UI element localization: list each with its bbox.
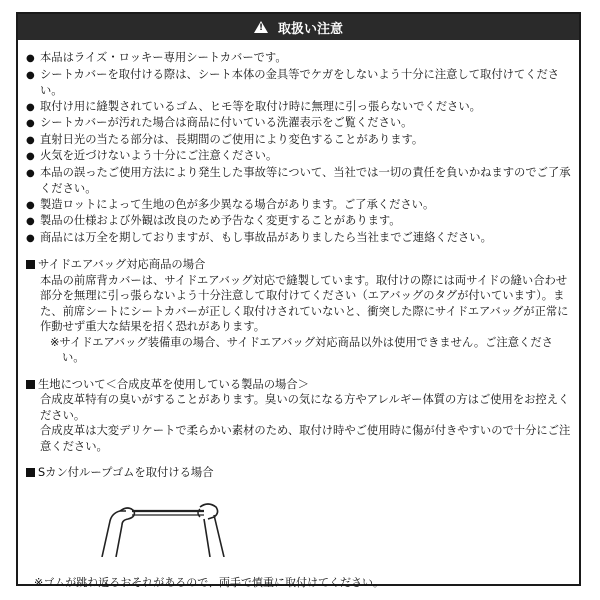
warning-triangle-icon: [254, 21, 268, 33]
hook-illustration: [26, 487, 571, 561]
bullet-list: [26, 50, 571, 246]
bullet-item: ● 火気を近づけないよう十分にご注意ください。: [26, 148, 571, 165]
footer-note: ※ゴムが跳ね返るおそれがあるので、両手で慎重に取付けてください。: [34, 575, 384, 589]
bullet-item: ● 本品の誤ったご使用方法により発生した事故等について、当社では一切の責任を負いかねますのでご了承ください。: [26, 165, 571, 197]
caution-header: [18, 14, 579, 40]
caution-content: [26, 50, 571, 590]
bullet-item: ● 商品には万全を期しておりますが、もし事故品がありましたら当社までご連絡ください。: [26, 230, 571, 247]
bullet-item: ● シートカバーが汚れた場合は商品に付いている洗濯表示をご覧ください。: [26, 115, 571, 132]
bullet-item: ● 直射日光の当たる部分は、長期間のご使用により変色することがあります。: [26, 132, 571, 149]
bullet-item: ● 製造ロットによって生地の色が多少異なる場合があります。ご了承ください。: [26, 197, 571, 214]
hook-section: [26, 465, 571, 561]
airbag-section: [26, 257, 571, 366]
leather-body-2: 合成皮革は大変デリケートで柔らかい素材のため、取付け時やご使用時に傷が付きやすいので十分にご注意ください。: [40, 424, 571, 453]
airbag-body: 本品の前席背カバーは、サイドエアバッグ対応で縫製しています。取付けの際には両サイドの縫い合わせ部分を無理に引っ張らないよう十分注意して取付けてください（エアバッグのタグが付いています）。また、前席シートにシートカバーが正しく取付けされていないと、衝突した際にサイドエアバッグが正常に作動せず重大な結果を招く恐れがあります。: [40, 273, 569, 333]
bullet-item: ● 製品の仕様および外観は改良のため予告なく変更することがあります。: [26, 213, 571, 230]
airbag-note: ※サイドエアバッグ装備車の場合、サイドエアバッグ対応商品以外は使用できません。ご注意ください。: [50, 335, 553, 364]
leather-body-1: 合成皮革特有の臭いがすることがあります。臭いの気になる方やアレルギー体質の方はご使用をお控えください。: [40, 393, 570, 422]
bullet-item: ● 取付け用に縫製されているゴム、ヒモ等を取付け時に無理に引っ張らないでください。: [26, 99, 571, 116]
leather-section: [26, 377, 571, 455]
caution-title: 取扱い注意: [277, 21, 343, 37]
hook-heading: Sカン付ループゴムを取付ける場合: [26, 465, 571, 481]
caution-panel: [16, 12, 581, 589]
bullet-item: ● 本品はライズ・ロッキー専用シートカバーです。: [26, 50, 571, 67]
leather-heading: 生地について＜合成皮革を使用している製品の場合＞: [26, 377, 571, 393]
airbag-heading: サイドエアバッグ対応商品の場合: [26, 257, 571, 273]
hands-stretching-loop-icon: [96, 487, 236, 557]
bullet-item: ● シートカバーを取付ける際は、シート本体の金具等でケガをしないよう十分に注意して取付けてください。: [26, 67, 571, 99]
